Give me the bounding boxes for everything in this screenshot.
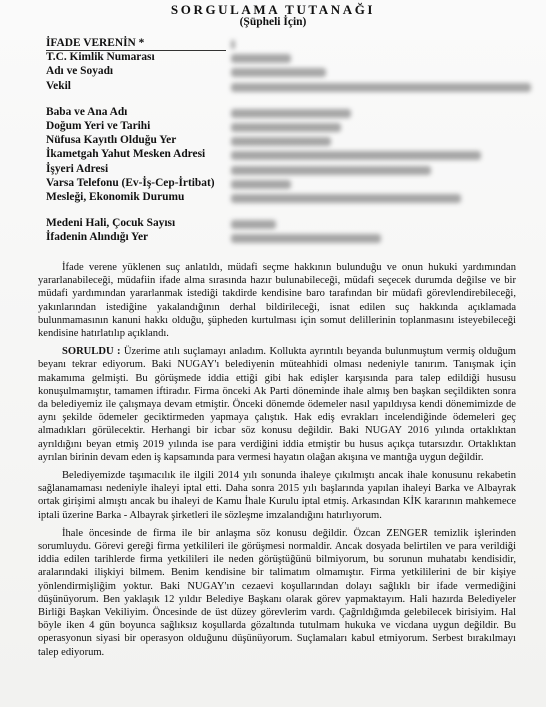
redacted-value — [231, 194, 461, 203]
redacted-value — [231, 151, 481, 160]
document-title: SORGULAMA TUTANAĞI — [170, 2, 376, 17]
field-label: Nüfusa Kayıtlı Olduğu Yer — [46, 134, 177, 147]
redacted-value — [231, 220, 276, 229]
redacted-value — [231, 123, 341, 132]
field-row — [46, 163, 516, 177]
field-label: Medeni Hali, Çocuk Sayısı — [46, 217, 176, 230]
redacted-value — [231, 180, 291, 189]
intro-paragraph: İfade verene yüklenen suç anlatıldı, müdafi seçme hakkının bulunduğu ve onun hukuki yardımından yararlanabileceği, müdafiin ifade alma sırasında hazır bulunabileceği, müdafi seçecek durumda değilse ve bir müdafi yardımından yararlanmak istediği takdirde kendisine baro tarafından bir müdafi görevlendirebileceği, yakınlarından istediğine yakalandığının derhal bildirileceği, isnat edilen suç hakkında açıklamada bulunmamasının kanuni hakkı olduğu, şüpheden kurtulması için somut delillerinin toplanmasını isteyebileceği kendisine hatırlatılıp açıklandı. — [38, 262, 516, 340]
field-row — [46, 177, 516, 191]
redacted-value — [231, 40, 235, 49]
redacted-value — [231, 109, 351, 118]
field-row — [46, 51, 516, 65]
redacted-value — [231, 68, 326, 77]
field-row — [46, 191, 516, 205]
field-row — [46, 217, 516, 231]
field-label: İfadenin Alındığı Yer — [46, 231, 149, 244]
field-label: Doğum Yeri ve Tarihi — [46, 119, 151, 132]
redacted-value — [231, 83, 531, 92]
field-row — [46, 65, 516, 79]
field-label: İkametgah Yahut Mesken Adresi — [46, 148, 206, 161]
field-label: T.C. Kimlik Numarası — [46, 51, 155, 64]
field-row — [46, 80, 516, 94]
statement-body — [38, 261, 516, 664]
field-row — [46, 106, 516, 120]
paragraph-conclusion: İhale öncesinde de firma ile bir anlaşma söz konusu değildir. Özcan ZENGER temizlik işlerinden sorumluydu. Görevi gereği firma yetkilileri ile görüşmesi normaldir. Ancak dosyada belirtilen ve para verildiği iddia edilen tarihlerde firma yetkilileri ile neden görüştüğünü bilmiyorum, bu sorunun muhatabı kendisidir, aralarındaki ilişkiyi bilmem. Benim kendisine bir talimatım olmamıştır. Firma yetkililerini de bir kişiye yönlendirmişliğim yoktur. Baki NUGAY'ın cezaevi koşullarından dolayı sağlıklı bir ifade vermediğini düşünüyorum. Ben yaklaşık 12 yıldır Belediye Başkanı olarak görev yapmaktayım. Hali hazırda Belediyeler Birliği Başkan Vekiliyim. Öncesinde de üst düzey görevlerim vardı. Çağrıldığımda gelebilecek birisiyim. Hal böyle iken 4 gün boyunca sağlıksız koşullarda gözaltında tutulmam hukuka ve vicdana uygun değildir. Bu operasyonun siyasi bir operasyon olduğunu düşünüyorum. Suçlamaları kabul etmiyorum. Serbest bırakılmayı talep ediyorum. — [38, 527, 516, 658]
field-label: Baba ve Ana Adı — [46, 105, 128, 118]
redacted-value — [231, 137, 331, 146]
field-label: İşyeri Adresi — [46, 162, 109, 175]
paragraph-tender: Belediyemizde taşımacılık ile ilgili 2014 yılı sonunda ihaleye çıkılmıştı ancak ihale konusunu rekabetin sağlanamaması nedeniyle ihaleyi iptal etti. Daha sonra 2015 yılı başlarında yapılan ihaleyi Barka ve Albayrak ortak girişimi almıştı ancak bu ihaleyi de Kamu İhale Kurulu iptal etmiş. Arkasından KİK kararının mahkemece iptali üzerine Barka - Albayrak şirketleri ile sözleşme imzalandığını hatırlıyorum. — [38, 470, 516, 521]
field-row — [46, 231, 516, 245]
redacted-value — [231, 54, 291, 63]
document-subtitle: (Şüpheli İçin) — [239, 16, 307, 28]
field-label: Varsa Telefonu (Ev-İş-Cep-İrtibat) — [46, 176, 215, 189]
soruldu-text: Üzerime atılı suçlamayı anladım. Kollukta ayrıntılı beyanda bulunmuştum vermiş olduğum beyanı tekrar ediyorum. Baki NUGAY'ı belediyenin müteahhidi olması nedeniyle tanırım. Tanışmak için makamıma gelmişti. Bu görüşmede iddia ettiği gibi hak edişler karşısında para talep edildiği hususu konuşulmamıştır, tamamen iftiradır. Firma önceki Ak Parti döneminde ihale almış ben başkan seçildikten sonra da belediyemiz ile çalışmaya devam etmiştir. Önceki dönemde ödemeler nasıl yapıldıysa kendi dönemimizde de aynı şekilde ödemeler geciktirmeden yapmaya çalıştık. Hak ediş evrakları incelendiğinde ödemeleri geç almadıkları görülecektir. Herhangi bir icbar söz konusu değildir. Baki NUGAY 2016 yılında ortaklıktan ayrıldığını beyan etmiş 2019 yılında ise para verdiğini iddia etmiştir bu husus açıkça tutarsızdır. Ortaklıktan ayrılan birinin devam eden iş kapsamında para vermesi hayatın olağan akışına ve mantığa uygun değildir. — [38, 346, 516, 463]
field-row — [46, 134, 516, 148]
field-row — [46, 37, 516, 51]
field-label: İFADE VERENİN * — [46, 37, 145, 49]
soruldu-paragraph — [38, 345, 516, 464]
soruldu-label: SORULDU : — [62, 346, 121, 358]
field-row — [46, 120, 516, 134]
redacted-value — [231, 166, 431, 175]
field-label: Mesleği, Ekonomik Durumu — [46, 190, 185, 203]
field-label: Vekil — [46, 79, 71, 92]
personal-info-fields — [46, 37, 516, 245]
redacted-value — [231, 234, 381, 243]
field-row — [46, 148, 516, 162]
field-label: Adı ve Soyadı — [46, 65, 114, 78]
